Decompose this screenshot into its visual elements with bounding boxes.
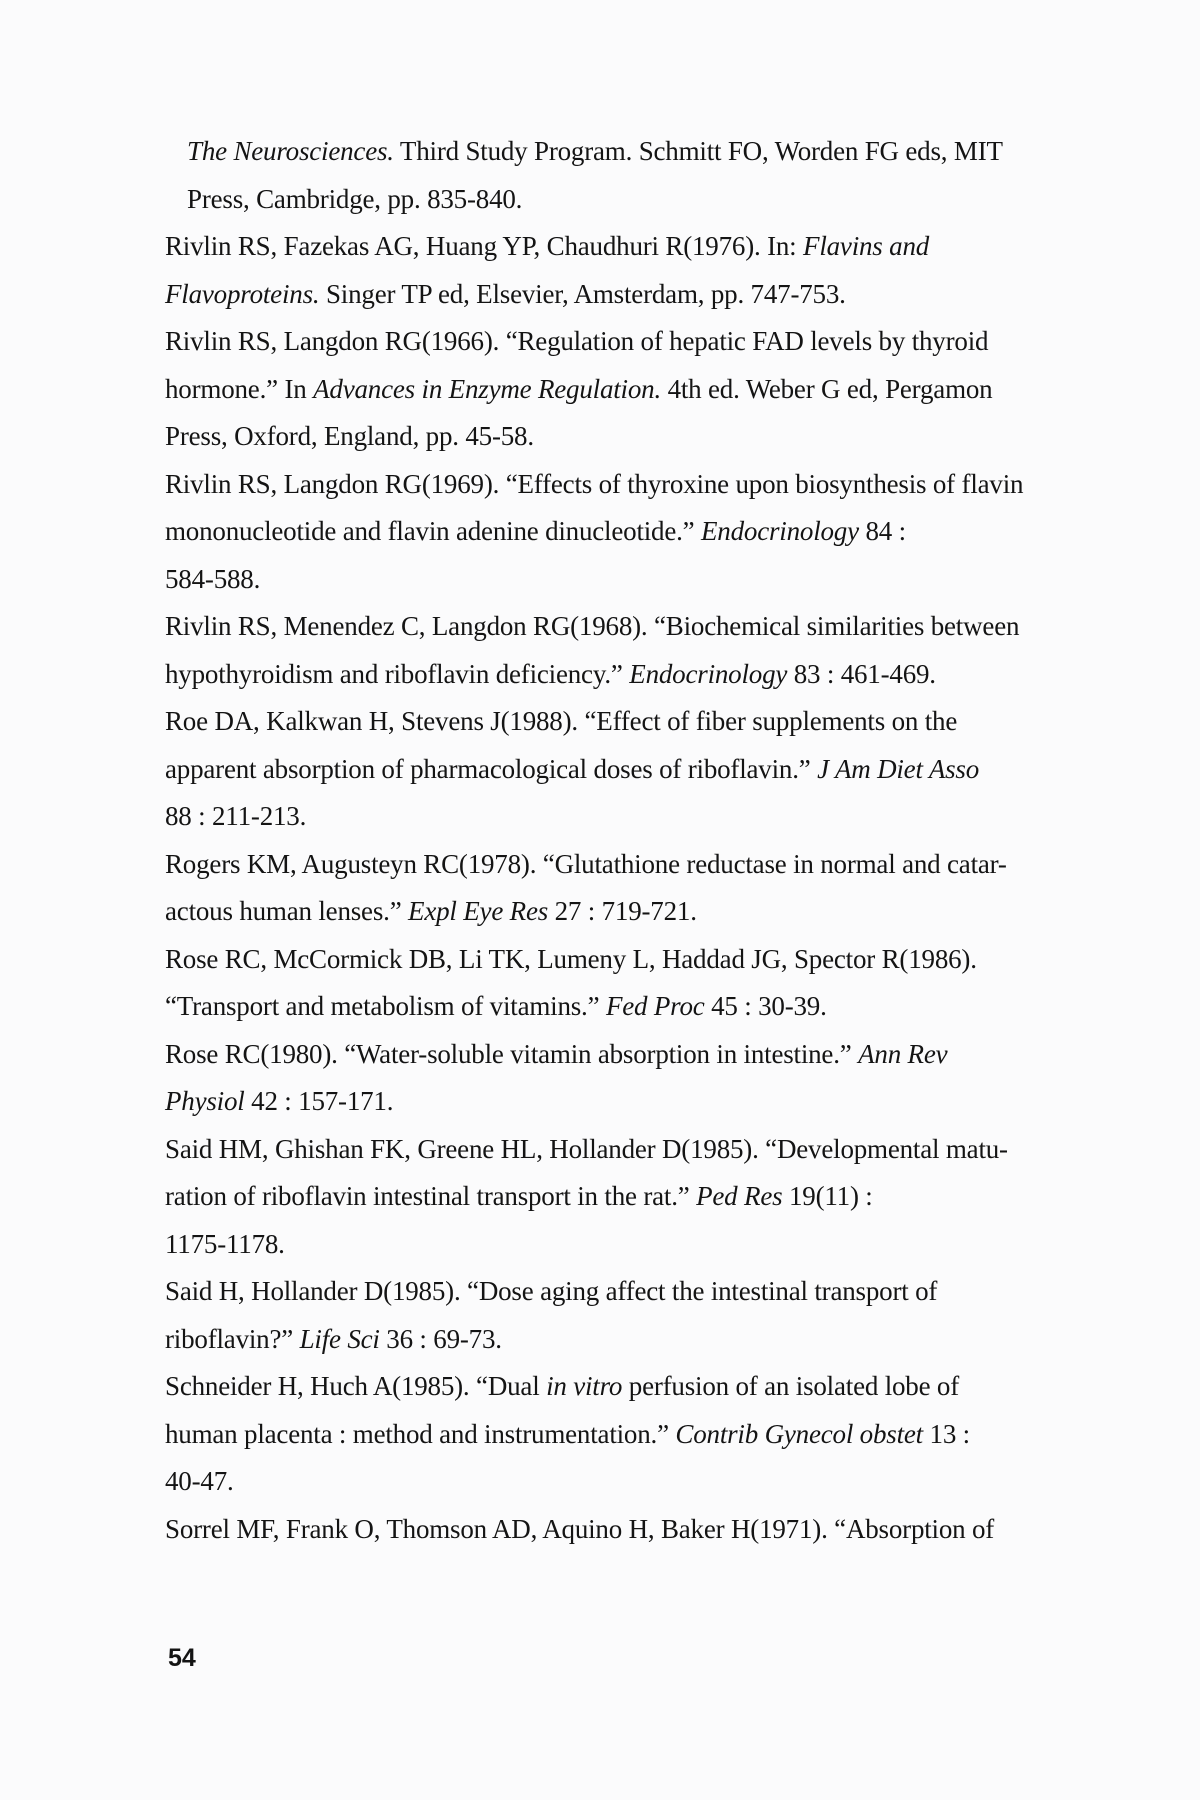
reference-text: Rivlin RS, Fazekas AG, Huang YP, Chaudhuri R(1976). In:	[165, 231, 804, 261]
reference-text: 13 :	[922, 1418, 970, 1449]
italic-title: The Neurosciences.	[187, 136, 394, 166]
italic-title: Flavins and	[803, 231, 930, 261]
reference-text: Third Study Program. Schmitt FO, Worden FG eds, MIT	[393, 136, 1003, 166]
reference-line	[165, 793, 1065, 841]
reference-text: 45 : 30-39.	[704, 991, 827, 1021]
reference-line	[165, 1458, 1065, 1506]
italic-title: Contrib Gynecol obstet	[675, 1418, 923, 1449]
reference-text: Rogers KM, Augusteyn RC(1978). “Glutathione reductase in normal and catar-	[165, 848, 1007, 879]
reference-text: 84 :	[858, 516, 906, 546]
reference-entry	[165, 603, 1065, 698]
italic-title: J Am Diet Asso	[817, 753, 980, 784]
reference-text: Sorrel MF, Frank O, Thomson AD, Aquino H, Baker H(1971). “Absorption of	[165, 1513, 995, 1544]
italic-title: Life Sci	[299, 1323, 380, 1354]
page-number: 54	[168, 1644, 196, 1672]
reference-line	[165, 603, 1065, 651]
reference-text: Rivlin RS, Langdon RG(1966). “Regulation of hepatic FAD levels by thyroid	[165, 326, 989, 356]
reference-text: apparent absorption of pharmacological doses of riboflavin.”	[165, 753, 818, 784]
reference-line	[165, 318, 1065, 366]
reference-line	[165, 651, 1065, 699]
reference-text: 83 : 461-469.	[787, 658, 936, 689]
reference-entry	[165, 841, 1065, 936]
reference-line	[165, 1173, 1065, 1221]
reference-entry	[165, 461, 1065, 604]
reference-text: 4th ed. Weber G ed, Pergamon	[661, 373, 993, 404]
italic-title: Expl Eye Res	[408, 896, 549, 926]
reference-text: Roe DA, Kalkwan H, Stevens J(1988). “Effect of fiber supplements on the	[165, 706, 958, 736]
reference-text: Press, Cambridge, pp. 835-840.	[187, 183, 523, 214]
reference-text: 27 : 719-721.	[548, 896, 697, 926]
reference-entry	[165, 1363, 1065, 1506]
reference-text: Rivlin RS, Langdon RG(1969). “Effects of thyroxine upon biosynthesis of flavin	[165, 468, 1024, 499]
reference-entry	[165, 1268, 1065, 1363]
reference-line	[165, 936, 1065, 984]
reference-text: Singer TP ed, Elsevier, Amsterdam, pp. 747-753.	[319, 278, 846, 309]
italic-title: Endocrinology	[701, 516, 859, 546]
reference-line	[187, 128, 1065, 176]
italic-title: Ann Rev	[858, 1038, 948, 1069]
reference-text: 42 : 157-171.	[244, 1086, 394, 1116]
reference-text: 88 : 211-213.	[165, 801, 307, 831]
reference-line	[165, 1221, 1065, 1269]
reference-entry	[165, 936, 1065, 1031]
reference-line	[165, 1363, 1065, 1411]
reference-text: riboflavin?”	[165, 1323, 300, 1354]
reference-entry	[165, 1506, 1065, 1554]
reference-line	[165, 1031, 1065, 1079]
reference-entry	[165, 1031, 1065, 1126]
reference-text: perfusion of an isolated lobe of	[622, 1371, 960, 1401]
italic-title: in vitro	[546, 1371, 623, 1401]
reference-text: Rivlin RS, Menendez C, Langdon RG(1968). “Biochemical similarities between	[165, 611, 1020, 641]
reference-text: 40-47.	[165, 1466, 234, 1496]
reference-text: Rose RC(1980). “Water-soluble vitamin absorption in intestine.”	[165, 1038, 859, 1069]
reference-line	[165, 888, 1065, 936]
reference-entry	[165, 223, 1065, 318]
reference-line	[165, 508, 1065, 556]
reference-line	[187, 176, 1065, 224]
italic-title: Fed Proc	[605, 991, 705, 1021]
reference-text: “Transport and metabolism of vitamins.”	[165, 991, 606, 1021]
reference-line	[165, 1411, 1065, 1459]
reference-line	[165, 1316, 1065, 1364]
reference-text: 36 : 69-73.	[379, 1323, 502, 1354]
italic-title: Physiol	[165, 1086, 245, 1116]
reference-line	[165, 1126, 1065, 1174]
reference-text: Said H, Hollander D(1985). “Dose aging affect the intestinal transport of	[165, 1276, 938, 1306]
reference-text: mononucleotide and flavin adenine dinucleotide.”	[165, 516, 702, 546]
reference-line	[165, 983, 1065, 1031]
reference-line	[165, 413, 1065, 461]
reference-text: Schneider H, Huch A(1985). “Dual	[165, 1371, 547, 1401]
reference-text: Press, Oxford, England, pp. 45-58.	[165, 421, 534, 451]
reference-text: 1175-1178.	[165, 1228, 285, 1259]
reference-text: hypothyroidism and riboflavin deficiency.”	[165, 658, 630, 689]
reference-line	[165, 223, 1065, 271]
reference-line	[165, 1078, 1065, 1126]
reference-text: Said HM, Ghishan FK, Greene HL, Hollander D(1985). “Developmental matu-	[165, 1133, 1008, 1164]
reference-line	[165, 746, 1065, 794]
reference-entry	[165, 698, 1065, 841]
reference-line	[165, 1506, 1065, 1554]
reference-line	[165, 1268, 1065, 1316]
reference-text: human placenta : method and instrumentation.”	[165, 1418, 676, 1449]
reference-line	[165, 698, 1065, 746]
reference-line	[165, 461, 1065, 509]
reference-text: ration of riboflavin intestinal transport in the rat.”	[165, 1181, 697, 1211]
italic-title: Ped Res	[696, 1181, 783, 1211]
reference-text: actous human lenses.”	[165, 896, 409, 926]
reference-entry	[165, 1126, 1065, 1269]
reference-text: Rose RC, McCormick DB, Li TK, Lumeny L, Haddad JG, Spector R(1986).	[165, 943, 977, 974]
reference-line	[165, 841, 1065, 889]
reference-line	[165, 366, 1065, 414]
reference-entry	[165, 128, 1065, 223]
reference-entry	[165, 318, 1065, 461]
italic-title: Flavoproteins.	[165, 278, 320, 309]
reference-line	[165, 556, 1065, 604]
reference-text: 19(11) :	[782, 1181, 873, 1211]
italic-title: Advances in Enzyme Regulation.	[313, 373, 662, 404]
reference-text: hormone.” In	[165, 373, 314, 404]
reference-list	[165, 128, 1065, 1553]
italic-title: Endocrinology	[629, 658, 788, 689]
reference-line	[165, 271, 1065, 319]
reference-text: 584-588.	[165, 563, 261, 594]
